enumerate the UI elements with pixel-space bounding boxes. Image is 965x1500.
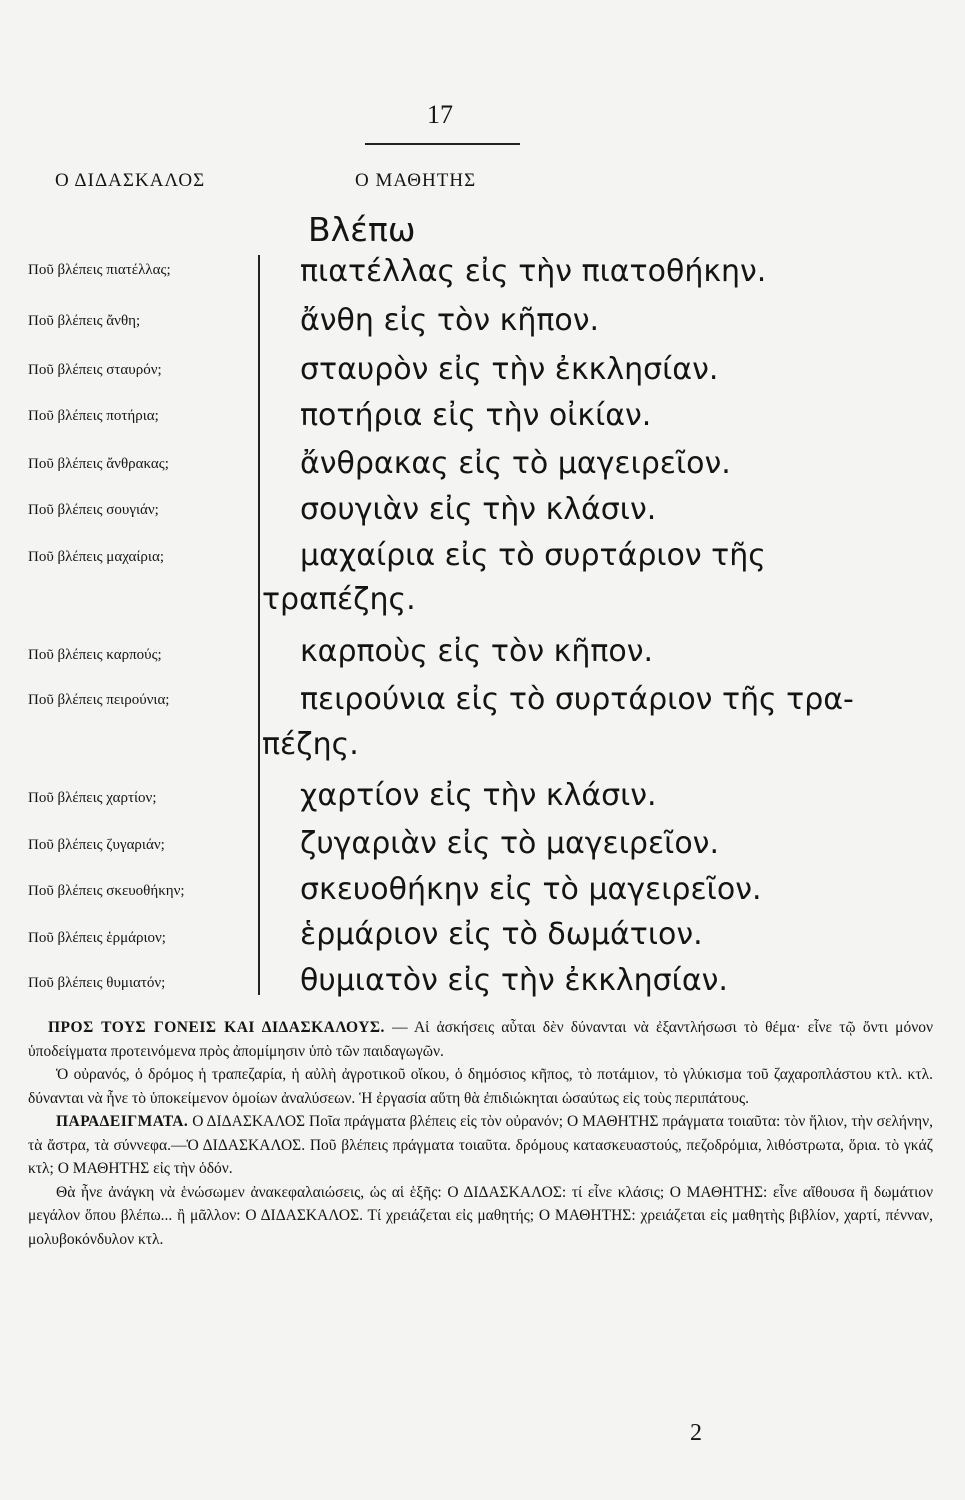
teacher-column-header: Ο ΔΙΔΑΣΚΑΛΟΣ (55, 170, 206, 191)
teacher-question: Ποῦ βλέπεις ἑρμάριον; (28, 930, 166, 946)
student-column-header: Ο ΜΑΘΗΤΗΣ (355, 170, 477, 191)
note-paragraph: Θὰ ἦνε ἀνάγκη νὰ ἑνώσωμεν ἀνακεφαλαιώσεις, ὡς αἱ ἑξῆς: Ο ΔΙΔΑΣΚΑΛΟΣ: τί εἶνε κλάσις; Ο ΜΑΘΗΤΗΣ: εἶνε αἴθουσα ἢ δωμάτιον μεγάλον ὅπου βλέπω... ἢ μᾶλλον: Ο ΔΙΔΑΣΚΑΛΟΣ. Τί χρειάζεται εἰς μαθητής; Ο ΜΑΘΗΤΗΣ: χρειάζεται εἰς μαθητὴς βιβλίον, χαρτί, πένναν, μολυβοκόνδυλον κτλ. (28, 1183, 933, 1248)
student-answer: σταυρὸν εἰς τὴν ἐκκλησίαν. (300, 352, 719, 387)
note-heading: ΠΡΟΣ ΤΟΥΣ ΓΟΝΕΙΣ ΚΑΙ ΔΙΔΑΣΚΑΛΟΥΣ. (48, 1019, 385, 1036)
note-paragraph (28, 1110, 933, 1181)
student-answer-continuation: πέζης. (262, 727, 359, 762)
teacher-question: Ποῦ βλέπεις σκευοθήκην; (28, 883, 185, 899)
student-answer: ζυγαριὰν εἰς τὸ μαγειρεῖον. (300, 826, 719, 861)
note-text: Ο ΔΙΔΑΣΚΑΛΟΣ Ποῖα πράγματα βλέπεις εἰς τὸν οὐρανόν; Ο ΜΑΘΗΤΗΣ πράγματα τοιαῦτα: τὸν ἥλιον, τὴν σελήνην, τὰ ἄστρα, τὰ σύννεφα.—Ὁ ΔΙΔΑΣΚΑΛΟΣ. Ποῦ βλέπεις πράγματα τοιαῦτα. δρόμους κατασκευαστούς, πεζοδρόμια, λιθόστρωτα, ὅρια. τὸ γκάζ κτλ; Ο ΜΑΘΗΤΗΣ εἰς τὴν ὁδόν. (28, 1113, 933, 1177)
teacher-question: Ποῦ βλέπεις ζυγαριάν; (28, 837, 165, 853)
teacher-question: Ποῦ βλέπεις πειρούνια; (28, 692, 170, 708)
student-answer: ἄνθη εἰς τὸν κῆπον. (300, 303, 600, 338)
column-divider (258, 255, 260, 995)
student-answer: ἑρμάριον εἰς τὸ δωμάτιον. (300, 917, 703, 952)
teacher-question: Ποῦ βλέπεις χαρτίον; (28, 790, 157, 806)
note-text: — Αἱ ἀσκήσεις αὗται δὲν δύνανται νὰ ἐξαντλήσωσι τὸ θέμα· εἶνε τῷ ὄντι μόνον ὑποδείγματα προτεινόμενα πρὸς ἀπομίμησιν ὑπὸ τῶν παιδαγωγῶν. (28, 1019, 934, 1060)
header-rule (365, 143, 520, 145)
student-answer: πιατέλλας εἰς τὴν πιατοθήκην. (300, 254, 767, 289)
student-answer: σκευοθήκην εἰς τὸ μαγειρεῖον. (300, 872, 762, 907)
student-answer: ἄνθρακας εἰς τὸ μαγειρεῖον. (300, 446, 731, 481)
teacher-question: Ποῦ βλέπεις ἄνθη; (28, 313, 141, 329)
notes-section (28, 1016, 933, 1251)
student-answer-continuation: τραπέζης. (262, 582, 416, 617)
student-answer: πειρούνια εἰς τὸ συρτάριον τῆς τρα- (300, 682, 854, 717)
teacher-question: Ποῦ βλέπεις πιατέλλας; (28, 262, 171, 278)
signature-mark: 2 (690, 1420, 702, 1446)
student-answer: μαχαίρια εἰς τὸ συρτάριον τῆς (300, 538, 766, 573)
note-heading: ΠΑΡΑΔΕΙΓΜΑΤΑ. (56, 1113, 189, 1130)
note-paragraph (28, 1016, 933, 1063)
teacher-question: Ποῦ βλέπεις θυμιατόν; (28, 975, 166, 991)
student-answer: ποτήρια εἰς τὴν οἰκίαν. (300, 398, 652, 433)
student-answer: θυμιατὸν εἰς τὴν ἐκκλησίαν. (300, 963, 728, 998)
page-number: 17 (427, 100, 453, 129)
note-paragraph: Ὁ οὐρανός, ὁ δρόμος ἡ τραπεζαρία, ἡ αὐλὴ ἀγροτικοῦ οἴκου, ὁ δημόσιος κῆπος, τὸ ποτάμιον, τὸ γλύκισμα τοῦ ζαχαροπλάστου κτλ. κτλ. δύνανται νὰ ἦνε τὸ ὑποκείμενον ὁμοίων ἀναλύσεων. Ἡ ἐργασία αὕτη θὰ ἐπιδιώκηται ὡσαύτως εἰς τοὺς περιπάτους. (28, 1066, 933, 1107)
student-answer: καρποὺς εἰς τὸν κῆπον. (300, 634, 654, 669)
teacher-question: Ποῦ βλέπεις σουγιάν; (28, 502, 159, 518)
student-answer: σουγιὰν εἰς τὴν κλάσιν. (300, 492, 657, 527)
student-intro-word: Βλέπω (308, 210, 416, 249)
teacher-question: Ποῦ βλέπεις μαχαίρια; (28, 549, 164, 565)
teacher-question: Ποῦ βλέπεις σταυρόν; (28, 362, 162, 378)
teacher-question: Ποῦ βλέπεις καρπούς; (28, 647, 162, 663)
teacher-question: Ποῦ βλέπεις ποτήρια; (28, 408, 159, 424)
teacher-question: Ποῦ βλέπεις ἄνθρακας; (28, 456, 169, 472)
student-answer: χαρτίον εἰς τὴν κλάσιν. (300, 778, 657, 813)
